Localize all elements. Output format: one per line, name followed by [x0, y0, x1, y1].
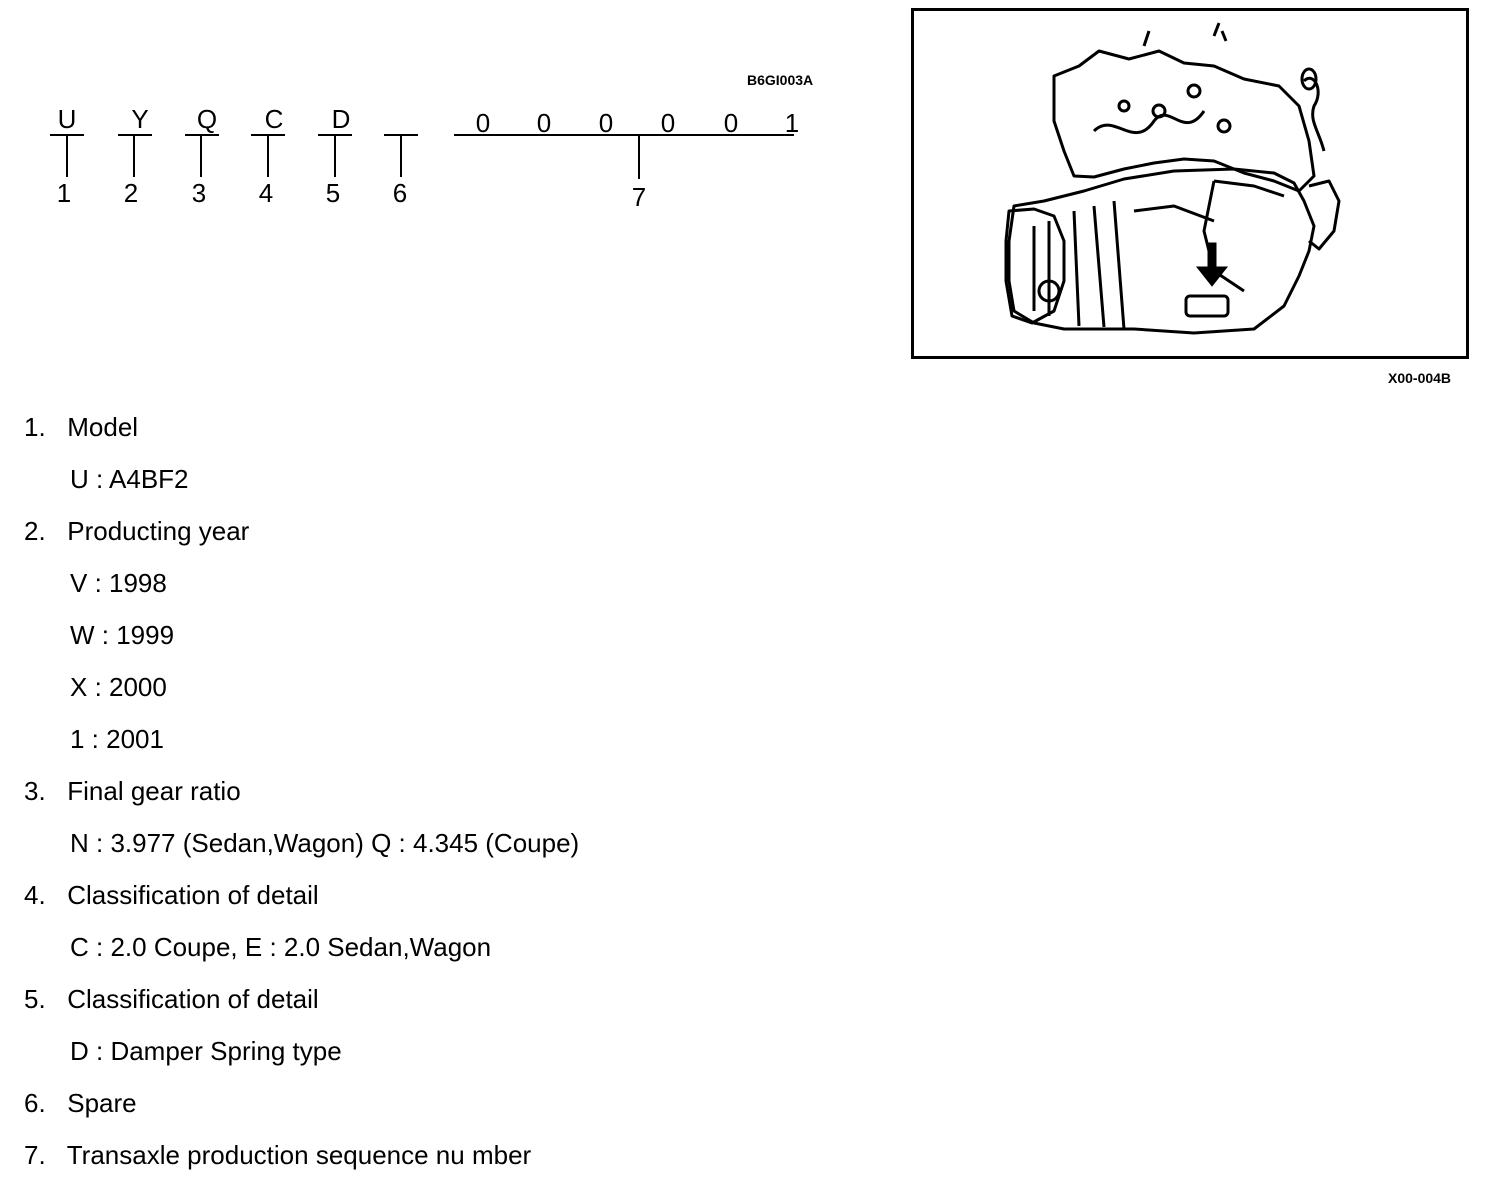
leader-line	[66, 135, 68, 177]
sequence-digit: 0	[598, 108, 614, 138]
sequence-digit: 0	[723, 108, 739, 138]
list-item	[24, 772, 579, 824]
position-number: 2	[123, 178, 139, 208]
code-underline	[185, 134, 219, 136]
transaxle-illustration-frame	[911, 8, 1469, 359]
leader-line	[334, 135, 336, 177]
item-detail: V : 1998	[70, 568, 167, 598]
item-title: Model	[67, 412, 139, 442]
code-letter: Y	[131, 104, 149, 134]
list-item	[24, 1084, 579, 1136]
item-title: Classification of detail	[67, 984, 319, 1014]
item-number: 1.	[24, 412, 46, 442]
leader-line	[267, 135, 269, 177]
sequence-digit: 1	[784, 108, 800, 138]
item-number: 3.	[24, 776, 46, 806]
item-title: Spare	[67, 1088, 137, 1118]
item-number: 7.	[24, 1140, 46, 1170]
item-title: Final gear ratio	[67, 776, 241, 806]
code-diagram	[0, 0, 880, 260]
item-detail: N : 3.977 (Sedan,Wagon) Q : 4.345 (Coupe)	[70, 828, 580, 858]
item-title: Classification of detail	[67, 880, 319, 910]
item-number: 5.	[24, 984, 46, 1014]
code-letter: U	[57, 104, 77, 134]
position-number: 7	[631, 182, 647, 212]
code-letter: D	[331, 104, 351, 134]
leader-line	[400, 135, 402, 177]
leader-line	[200, 135, 202, 177]
list-item	[24, 876, 579, 928]
leader-line	[133, 135, 135, 177]
spec-list	[24, 408, 579, 1188]
list-item	[24, 1136, 579, 1188]
item-detail: U : A4BF2	[70, 464, 189, 494]
item-number: 4.	[24, 880, 46, 910]
diagram-reference: B6GI003A	[747, 72, 814, 88]
code-underline	[118, 134, 152, 136]
position-number: 5	[325, 178, 341, 208]
sequence-digit: 0	[660, 108, 676, 138]
list-item	[24, 512, 579, 564]
code-letter: C	[264, 104, 284, 134]
code-letter: Q	[196, 104, 218, 134]
item-detail: W : 1999	[70, 620, 175, 650]
sequence-underline	[454, 134, 794, 136]
position-number: 4	[258, 178, 274, 208]
item-title: Transaxle production sequence nu mber	[66, 1140, 532, 1170]
leader-line	[638, 135, 640, 179]
item-title: Producting year	[67, 516, 250, 546]
item-number: 6.	[24, 1088, 46, 1118]
item-detail: C : 2.0 Coupe, E : 2.0 Sedan,Wagon	[70, 932, 492, 962]
sequence-digit: 0	[536, 108, 552, 138]
sequence-digit: 0	[475, 108, 491, 138]
item-detail: 1 : 2001	[70, 724, 164, 754]
item-detail: D : Damper Spring type	[70, 1036, 342, 1066]
transaxle-illustration	[914, 11, 1466, 356]
illustration-reference: X00-004B	[1388, 370, 1452, 386]
position-number: 1	[56, 178, 72, 208]
list-item	[24, 980, 579, 1032]
position-number: 6	[392, 178, 408, 208]
item-detail: X : 2000	[70, 672, 167, 702]
position-number: 3	[191, 178, 207, 208]
list-item	[24, 408, 579, 460]
item-number: 2.	[24, 516, 46, 546]
